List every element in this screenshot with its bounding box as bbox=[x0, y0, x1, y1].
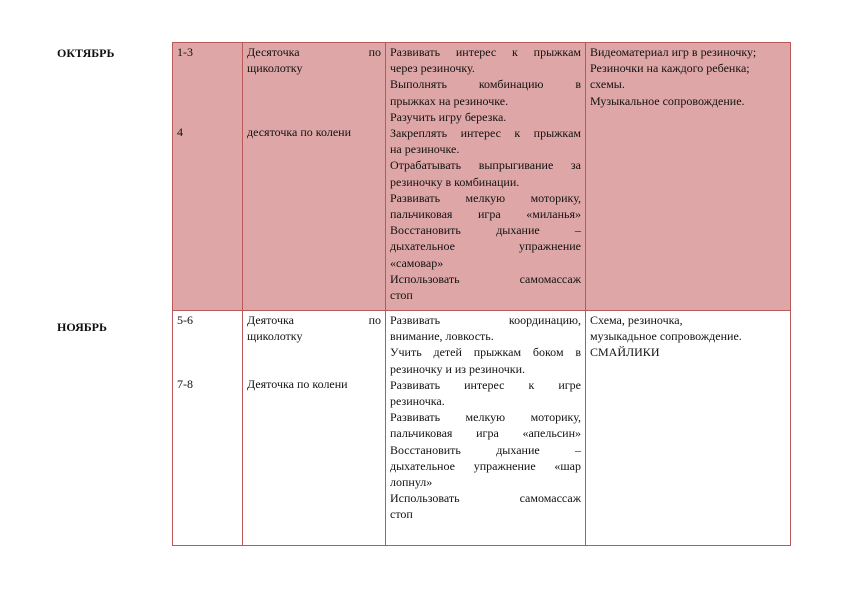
material-line: музыкадьное сопровождение. bbox=[590, 329, 742, 344]
table-row-october bbox=[173, 43, 791, 311]
goal-line: Выполнять комбинацию в bbox=[390, 77, 581, 92]
goal-line: через резиночку. bbox=[390, 61, 475, 76]
material-line: СМАЙЛИКИ bbox=[590, 345, 660, 360]
topic-text: щиколотку bbox=[247, 329, 303, 344]
topic-cell bbox=[243, 311, 386, 546]
topic-text: Деяточка по bbox=[247, 313, 381, 327]
topic-text: десяточка по колени bbox=[247, 125, 352, 140]
weeks-label: 4 bbox=[177, 125, 183, 140]
topic-text: Деяточка по колени bbox=[247, 377, 348, 392]
goal-line: внимание, ловкость. bbox=[390, 329, 494, 344]
goal-line: Развивать мелкую моторику, bbox=[390, 190, 581, 205]
goal-line: пальчиковая игра «миланья» bbox=[390, 207, 581, 222]
material-line: Видеоматериал игр в резиночку; bbox=[590, 45, 757, 59]
goal-line: резиночка. bbox=[390, 394, 445, 409]
goal-line: Развивать интерес к прыжкам bbox=[390, 45, 581, 59]
topic-text: щиколотку bbox=[247, 61, 303, 76]
goal-line: на резиночке. bbox=[390, 142, 460, 157]
goal-line: Восстановить дыхание – bbox=[390, 442, 581, 457]
topic-text: Десяточка по bbox=[247, 45, 381, 59]
goal-line: дыхательное упражнение «шар bbox=[390, 458, 581, 473]
goal-line: резиночку в комбинации. bbox=[390, 174, 520, 189]
goal-line: «самовар» bbox=[390, 255, 444, 270]
goal-line: резиночку и из резиночки. bbox=[390, 361, 526, 376]
weeks-cell bbox=[173, 311, 243, 546]
goal-line: Восстановить дыхание – bbox=[390, 223, 581, 238]
weeks-label: 1-3 bbox=[177, 45, 193, 59]
weeks-label: 7-8 bbox=[177, 377, 193, 392]
goal-line: Закреплять интерес к прыжкам bbox=[390, 126, 581, 141]
goal-line: стоп bbox=[390, 288, 413, 303]
material-line: схемы. bbox=[590, 77, 625, 92]
goal-line: лопнул» bbox=[390, 475, 433, 490]
goals-cell bbox=[386, 43, 586, 311]
goal-line: Развивать интерес к игре bbox=[390, 377, 581, 392]
weeks-label: 5-6 bbox=[177, 313, 193, 327]
material-line: Схема, резиночка, bbox=[590, 313, 683, 327]
goal-line: Развивать мелкую моторику, bbox=[390, 410, 581, 425]
topic-cell bbox=[243, 43, 386, 311]
goal-line: Развивать координацию, bbox=[390, 313, 581, 327]
goal-line: Учить детей прыжкам боком в bbox=[390, 345, 581, 360]
goal-line: пальчиковая игра «апельсин» bbox=[390, 426, 581, 441]
goal-line: стоп bbox=[390, 507, 413, 522]
goal-line: Разучить игру березка. bbox=[390, 109, 507, 124]
lesson-plan-table bbox=[172, 42, 791, 546]
goals-cell bbox=[386, 311, 586, 546]
goal-line: дыхательное упражнение bbox=[390, 239, 581, 254]
table-row-november bbox=[173, 311, 791, 546]
goal-line: Отрабатывать выпрыгивание за bbox=[390, 158, 581, 173]
goal-line: Использовать самомассаж bbox=[390, 491, 581, 506]
month-october: ОКТЯБРЬ bbox=[57, 46, 115, 60]
goal-line: Использовать самомассаж bbox=[390, 271, 581, 286]
goal-line: прыжках на резиночке. bbox=[390, 93, 509, 108]
weeks-cell bbox=[173, 43, 243, 311]
materials-cell bbox=[586, 43, 791, 311]
materials-cell bbox=[586, 311, 791, 546]
material-line: Музыкальное сопровождение. bbox=[590, 93, 745, 108]
material-line: Резиночки на каждого ребенка; bbox=[590, 61, 750, 76]
month-november: НОЯБРЬ bbox=[57, 320, 107, 334]
